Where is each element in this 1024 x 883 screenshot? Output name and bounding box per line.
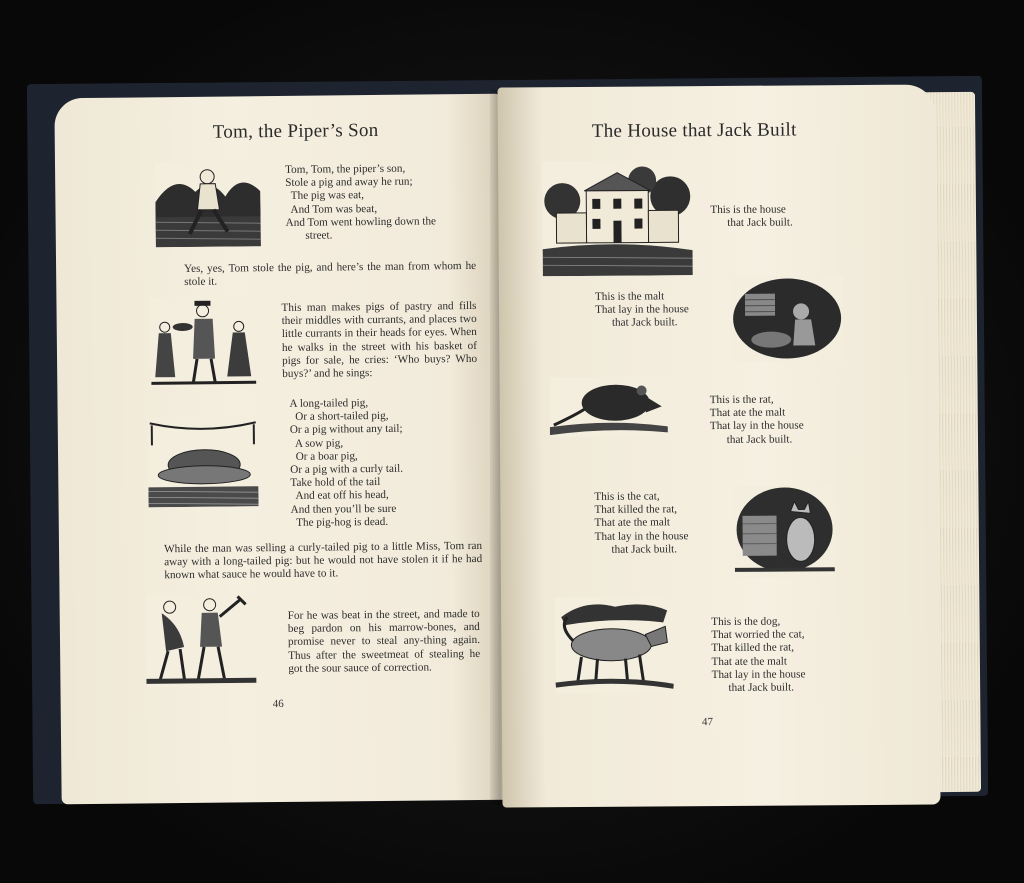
woodcut-pie-seller [150,296,256,387]
verse-long-tailed-pig: A long-tailed pig, Or a short-tailed pig, Or a pig without any tail; A sow pig, Or a boar pig, Or a pig with a curly tail. Take hold of the tail And eat off his head, And then you’ll be sure The pig-hog is dead. [289,397,404,529]
verse-tom: Tom, Tom, the piper’s son, Stole a pig and away he run; The pig was eat, And Tom was beat, And Tom went howling down the street. [285,162,437,242]
verse-malt: This is the malt That lay in the house that Jack built. [594,290,689,330]
woodcut-beating [146,594,257,687]
woodcut-cat [734,485,835,578]
woodcut-pastry-pig [148,416,259,507]
right-page [497,84,940,807]
left-page [54,94,506,805]
left-page-title: Tom, the Piper’s Son [212,119,379,143]
woodcut-house [542,160,693,276]
verse-house: This is the house that Jack built. [710,203,793,230]
page-number-left: 46 [272,697,284,711]
woodcut-malt [731,275,844,362]
woodcut-rat [550,376,668,437]
woodcut-dog [555,596,674,693]
paragraph-curly-tailed-pig: While the man was selling a curly-tailed pig to a little Miss, Tom ran away with a long-tailed pig: but he would not have stolen it if he had known what sauce he would have to it. [163,539,483,582]
paragraph-pastry-man: This man makes pigs of pastry and fills their middles with currants, and places two little currants in their heads for eyes. When he walks in the street with his basket of pigs for sale, he cries: ‘Who buys? Who buys?’ and he sings: [281,299,478,380]
page-number-right: 47 [701,716,713,729]
verse-cat: This is the cat, That killed the rat, That ate the malt That lay in the house that Jack built. [594,490,689,556]
right-page-title: The House that Jack Built [591,119,797,142]
woodcut-running-boy [155,161,261,247]
paragraph-correction: For he was beat in the street, and made to beg pardon on his marrow-bones, and promise never to steal any-thing again. Thus after the sweetmeat of stealing he got the sour sauce of correction. [287,607,481,675]
verse-rat: This is the rat, That ate the malt That lay in the house that Jack built. [709,393,804,446]
verse-dog: This is the dog, That worried the cat, That killed the rat, That ate the malt That lay in the house that Jack built. [711,615,806,695]
paragraph-pig-stolen: Yes, yes, Tom stole the pig, and here’s the man from whom he stole it. [184,259,477,289]
